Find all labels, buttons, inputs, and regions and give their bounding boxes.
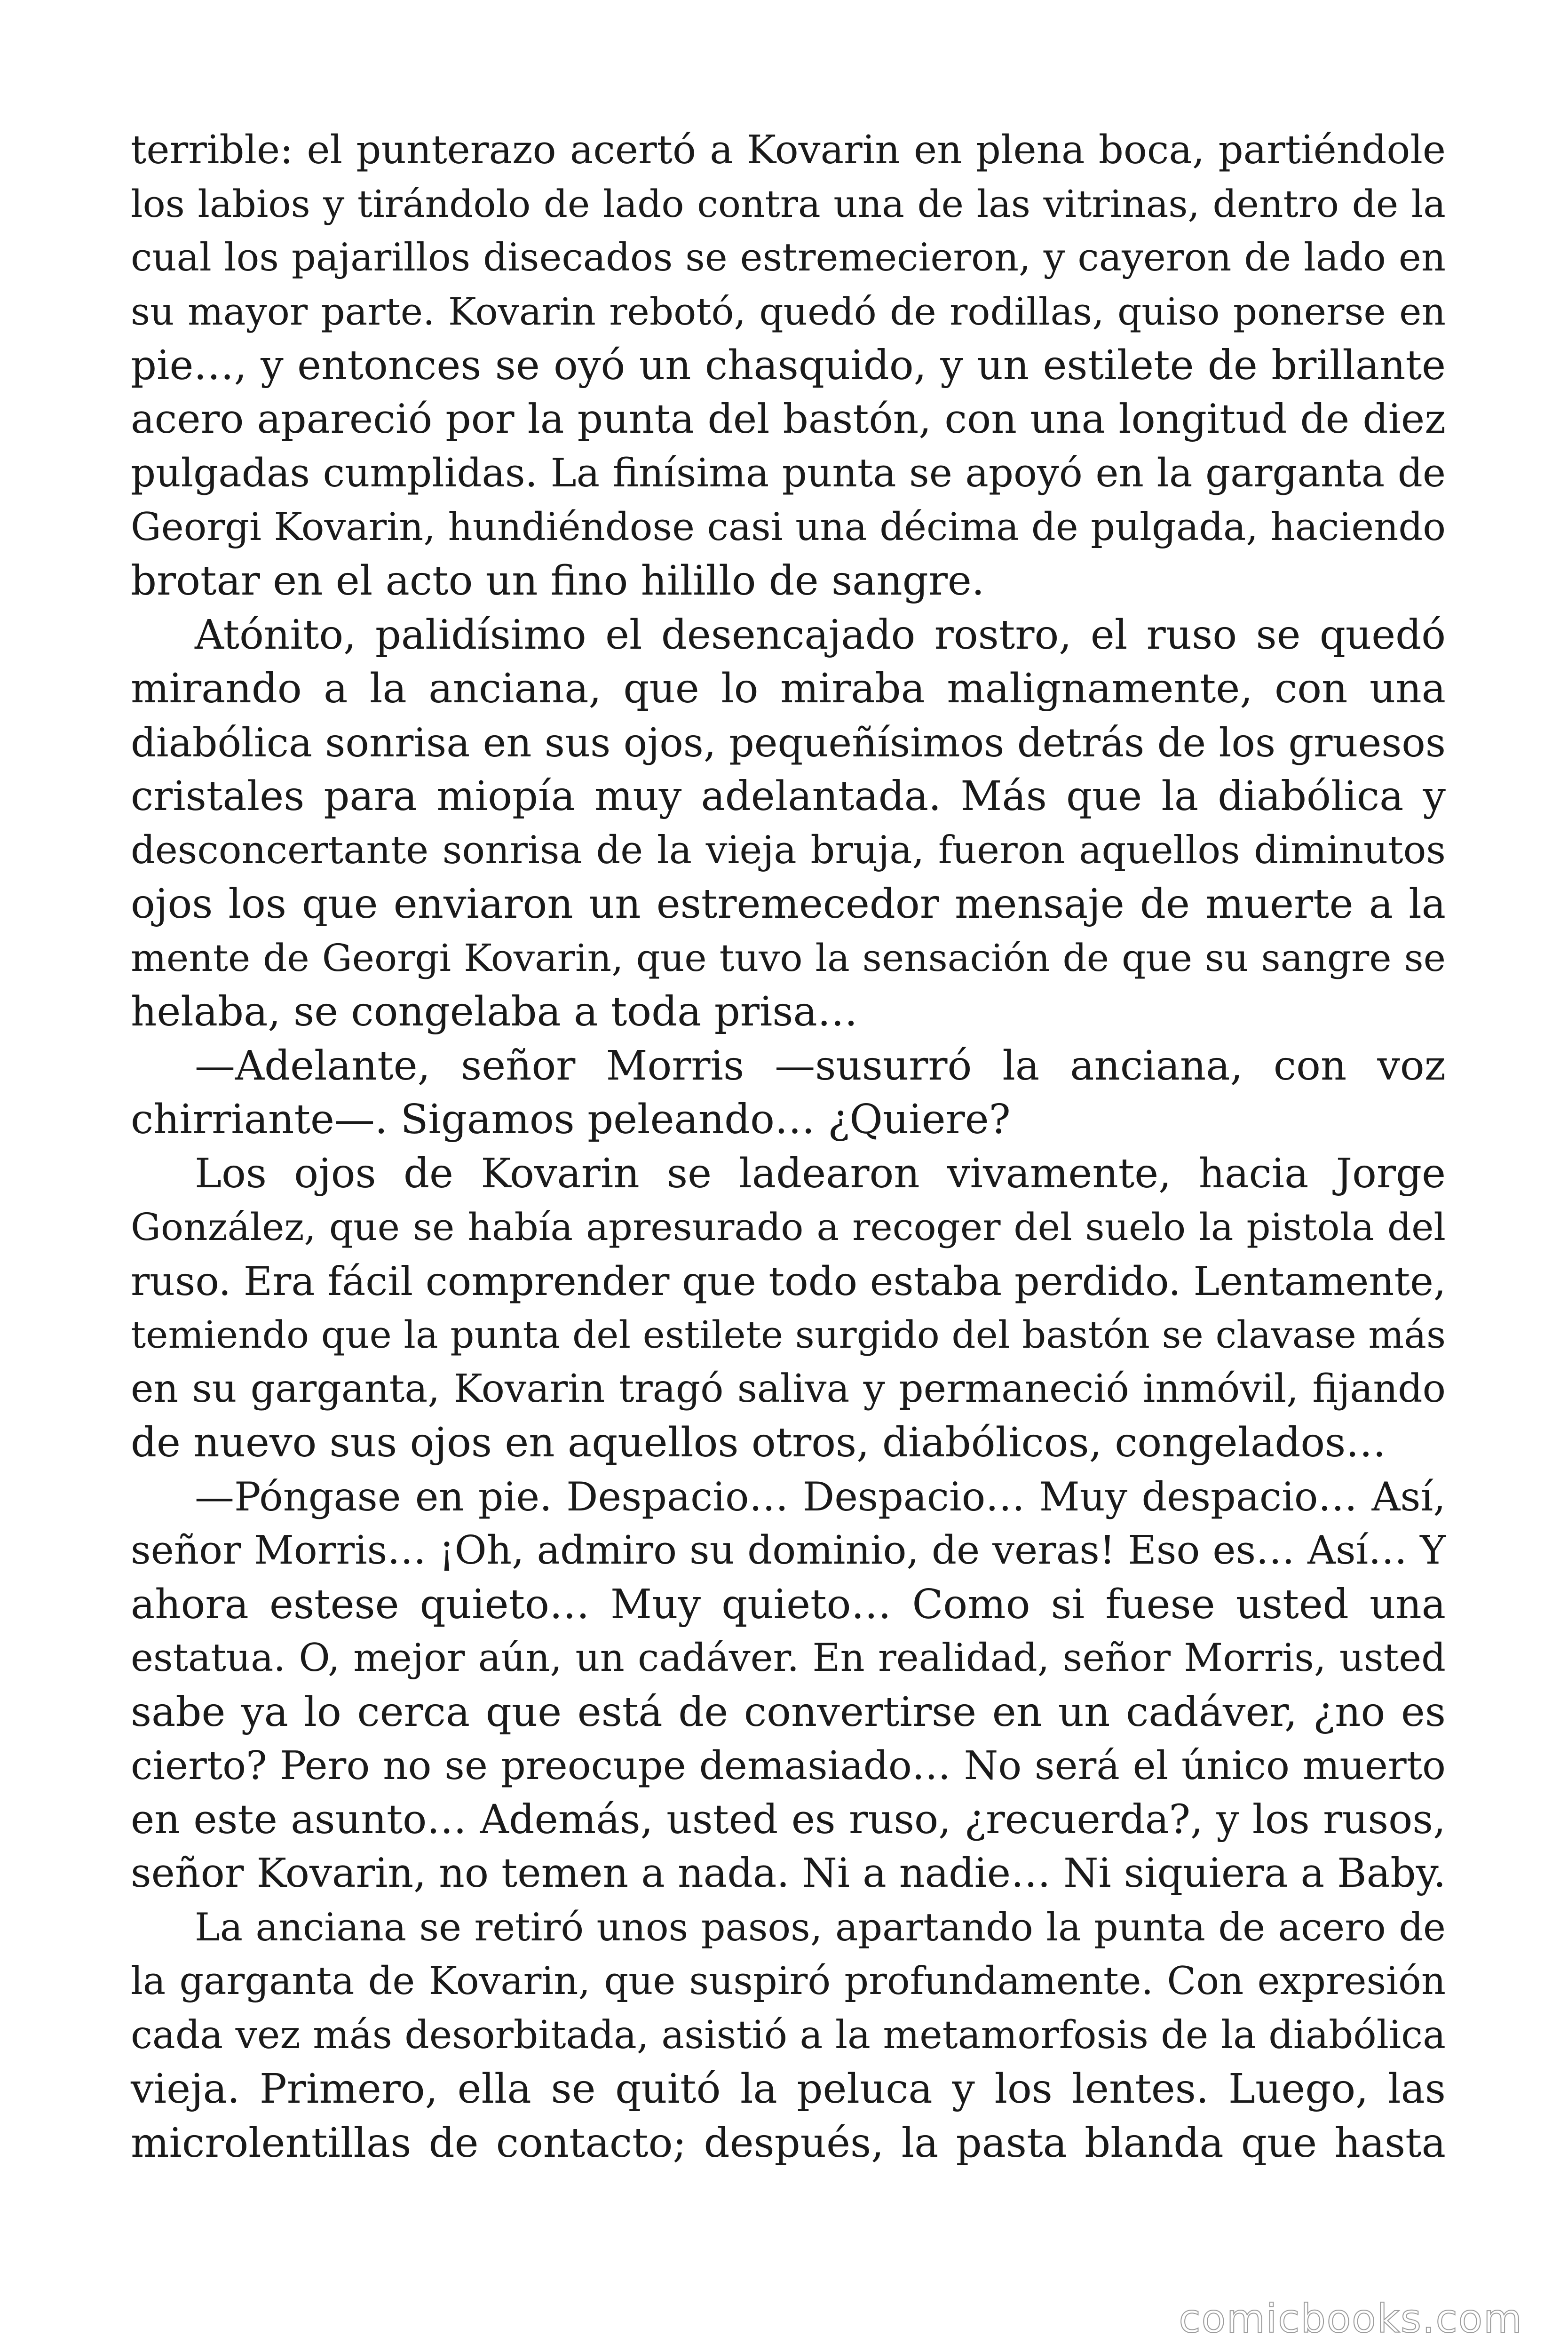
text-line: mente de Georgi Kovarin, que tuvo la sensación de que su sangre se [131, 936, 1446, 980]
watermark: comicbooks.com [1179, 2296, 1523, 2342]
text-line: chirriante—. Sigamos peleando… ¿Quiere? [131, 1096, 1011, 1143]
text-line: en este asunto… Además, usted es ruso, ¿recuerda?, y los rusos, [131, 1796, 1446, 1843]
text-line: los labios y tirándolo de lado contra una de las vitrinas, dentro de la [131, 182, 1446, 226]
text-line: desconcertante sonrisa de la vieja bruja, fueron aquellos diminutos [131, 828, 1446, 873]
text-line: mirando a la anciana, que lo miraba malignamente, con una [131, 665, 1446, 712]
text-line: microlentillas de contacto; después, la pasta blanda que hasta [131, 2119, 1446, 2167]
text-line: acero apareció por la punta del bastón, con una longitud de diez [131, 396, 1446, 443]
page-text-block [131, 123, 1446, 2170]
text-line: pie…, y entonces se oyó un chasquido, y un estilete de brillante [131, 342, 1446, 389]
text-line: señor Morris… ¡Oh, admiro su dominio, de veras! Eso es… Así… Y [131, 1527, 1446, 1573]
text-line: su mayor parte. Kovarin rebotó, quedó de rodillas, quiso ponerse en [131, 289, 1446, 334]
text-line: vieja. Primero, ella se quitó la peluca y los lentes. Luego, las [131, 2066, 1446, 2113]
text-line: pulgadas cumplidas. La finísima punta se apoyó en la garganta de [131, 450, 1446, 496]
text-line: La anciana se retiró unos pasos, apartando la punta de acero de [195, 1905, 1446, 1950]
text-line: brotar en el acto un fino hilillo de sangre. [131, 557, 985, 604]
text-line: temiendo que la punta del estilete surgido del bastón se clavase más [131, 1313, 1446, 1357]
text-line: ahora estese quieto… Muy quieto… Como si fuese usted una [131, 1581, 1446, 1628]
text-line: en su garganta, Kovarin tragó saliva y permaneció inmóvil, fijando [131, 1366, 1446, 1411]
text-line: cierto? Pero no se preocupe demasiado… No será el único muerto [131, 1743, 1446, 1788]
text-line: la garganta de Kovarin, que suspiró profundamente. Con expresión [131, 1959, 1446, 2003]
text-line: diabólica sonrisa en sus ojos, pequeñísimos detrás de los gruesos [131, 719, 1446, 766]
paragraph [131, 1147, 1446, 1470]
text-line: señor Kovarin, no temen a nada. Ni a nadie… Ni siquiera a Baby. [131, 1850, 1446, 1897]
text-line: Atónito, palidísimo el desencajado rostro, el ruso se quedó [195, 611, 1446, 659]
text-line: estatua. O, mejor aún, un cadáver. En realidad, señor Morris, usted [131, 1636, 1446, 1680]
paragraph [131, 1901, 1446, 2170]
paragraph [131, 1039, 1446, 1147]
text-line: helaba, se congelaba a toda prisa… [131, 988, 858, 1035]
paragraph [131, 1470, 1446, 1901]
text-line: —Adelante, señor Morris —susurró la anciana, con voz [195, 1042, 1446, 1089]
text-line: de nuevo sus ojos en aquellos otros, diabólicos, congelados… [131, 1419, 1386, 1466]
paragraph [131, 608, 1446, 1039]
text-line: cada vez más desorbitada, asistió a la metamorfosis de la diabólica [131, 2012, 1446, 2058]
text-line: ojos los que enviaron un estremecedor mensaje de muerte a la [131, 881, 1446, 928]
text-line: Georgi Kovarin, hundiéndose casi una décima de pulgada, haciendo [131, 505, 1446, 549]
text-line: ruso. Era fácil comprender que todo estaba perdido. Lentamente, [131, 1258, 1446, 1304]
text-line: Los ojos de Kovarin se ladearon vivamente, hacia Jorge [195, 1150, 1446, 1197]
text-line: cristales para miopía muy adelantada. Más que la diabólica y [131, 773, 1446, 820]
text-line: González, que se había apresurado a recoger del suelo la pistola del [131, 1205, 1446, 1249]
paragraph [131, 123, 1446, 608]
text-line: cual los pajarillos disecados se estremecieron, y cayeron de lado en [131, 236, 1446, 280]
text-line: terrible: el punterazo acertó a Kovarin en plena boca, partiéndole [131, 127, 1446, 173]
text-line: —Póngase en pie. Despacio… Despacio… Muy despacio… Así, [195, 1473, 1446, 1520]
text-line: sabe ya lo cerca que está de convertirse en un cadáver, ¿no es [131, 1688, 1446, 1736]
